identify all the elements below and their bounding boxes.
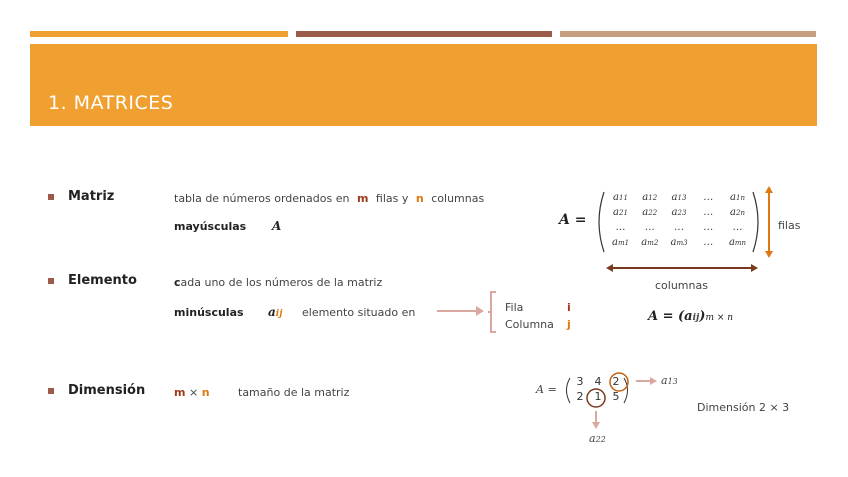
term-dimension: Dimensión — [68, 383, 146, 398]
general-matrix — [606, 192, 752, 252]
filas-label: filas — [778, 219, 801, 232]
matrix-cell: a21 — [613, 207, 628, 218]
n-letter: n — [415, 192, 424, 205]
label-a13: a13 — [661, 374, 678, 387]
matrix-cell: 3 — [576, 375, 584, 388]
matrix-formula: A = (aij)m × n — [648, 309, 734, 324]
matrix-cell: a12 — [642, 192, 658, 203]
matrix-lhs: A = — [559, 212, 587, 228]
example-matrix — [571, 375, 625, 405]
matrix-cell: … — [644, 222, 655, 233]
matrix-cell: a2n — [730, 207, 745, 218]
arrow-head — [650, 377, 657, 385]
m-letter: m — [356, 192, 369, 205]
arrow-head — [476, 306, 484, 316]
matrix-row — [571, 390, 625, 405]
left-paren — [599, 192, 604, 252]
matrix-cell: amn — [728, 237, 747, 248]
matrix-cell: … — [703, 237, 714, 248]
matrix-cell: 5 — [612, 390, 620, 403]
matrix-cell: a22 — [642, 207, 658, 218]
label-a22: a22 — [589, 432, 606, 445]
term-elemento: Elemento — [68, 273, 137, 288]
matrix-cell: … — [703, 192, 714, 203]
arrow-head — [765, 186, 773, 193]
text: tabla de números ordenados en — [174, 192, 350, 205]
matrix-cell: 2 — [612, 375, 620, 388]
matrix-cell: a23 — [671, 207, 687, 218]
matrix-row — [571, 375, 625, 390]
text: filas y — [375, 192, 409, 205]
matrix-cell: am1 — [611, 237, 630, 248]
columnas-label: columnas — [655, 279, 708, 292]
matrix-cell: … — [615, 222, 626, 233]
times-sign: × — [188, 386, 199, 399]
matrix-cell: a11 — [613, 192, 628, 203]
bracket — [491, 292, 496, 332]
matrix-cell: … — [732, 222, 743, 233]
matrix-cell: a13 — [671, 192, 687, 203]
case-label-lower: minúsculas — [174, 306, 244, 319]
text: ada uno de los números de la matriz — [180, 276, 383, 289]
matrix-row — [606, 207, 752, 222]
right-paren — [753, 192, 758, 252]
dimension-description: tamaño de la matriz — [238, 386, 350, 399]
arrow-head — [751, 264, 758, 272]
symbol-A: A — [272, 219, 282, 233]
m-letter: m — [174, 386, 186, 399]
matrix-cell: 4 — [594, 375, 602, 388]
fila-index: i — [567, 301, 571, 314]
n-letter: n — [201, 386, 210, 399]
term-matriz: Matriz — [68, 189, 115, 204]
matrix-cell: a1n — [730, 192, 745, 203]
matrix-cell: … — [703, 207, 714, 218]
matrix-cell: … — [674, 222, 684, 233]
columna-index: j — [567, 318, 571, 331]
symbol-aij: aij — [268, 305, 283, 319]
matrix-row — [606, 237, 752, 252]
matrix-cell: am3 — [670, 237, 688, 248]
text: c — [174, 276, 181, 289]
matrix-cell: … — [703, 222, 714, 233]
dimension-mxn — [174, 386, 210, 399]
columna-label: Columna — [505, 318, 554, 331]
matrix-row — [606, 192, 752, 207]
case-label-upper: mayúsculas — [174, 220, 247, 233]
arrow-head — [765, 251, 773, 258]
example-lhs: A = — [536, 383, 557, 396]
bullet — [48, 388, 54, 394]
arrow-head — [592, 422, 600, 429]
matrix-cell: 2 — [576, 390, 584, 403]
dimension-example: Dimensión 2 × 3 — [697, 401, 790, 414]
arrow-head — [606, 264, 613, 272]
fila-label: Fila — [505, 301, 524, 314]
position-text: elemento situado en — [302, 306, 416, 319]
matrix-cell: am2 — [641, 237, 659, 248]
matrix-cell: 1 — [594, 390, 602, 403]
matrix-row — [606, 222, 752, 237]
text: columnas — [431, 192, 485, 205]
left-paren — [567, 378, 571, 403]
page-title: 1. MATRICES — [48, 92, 174, 114]
